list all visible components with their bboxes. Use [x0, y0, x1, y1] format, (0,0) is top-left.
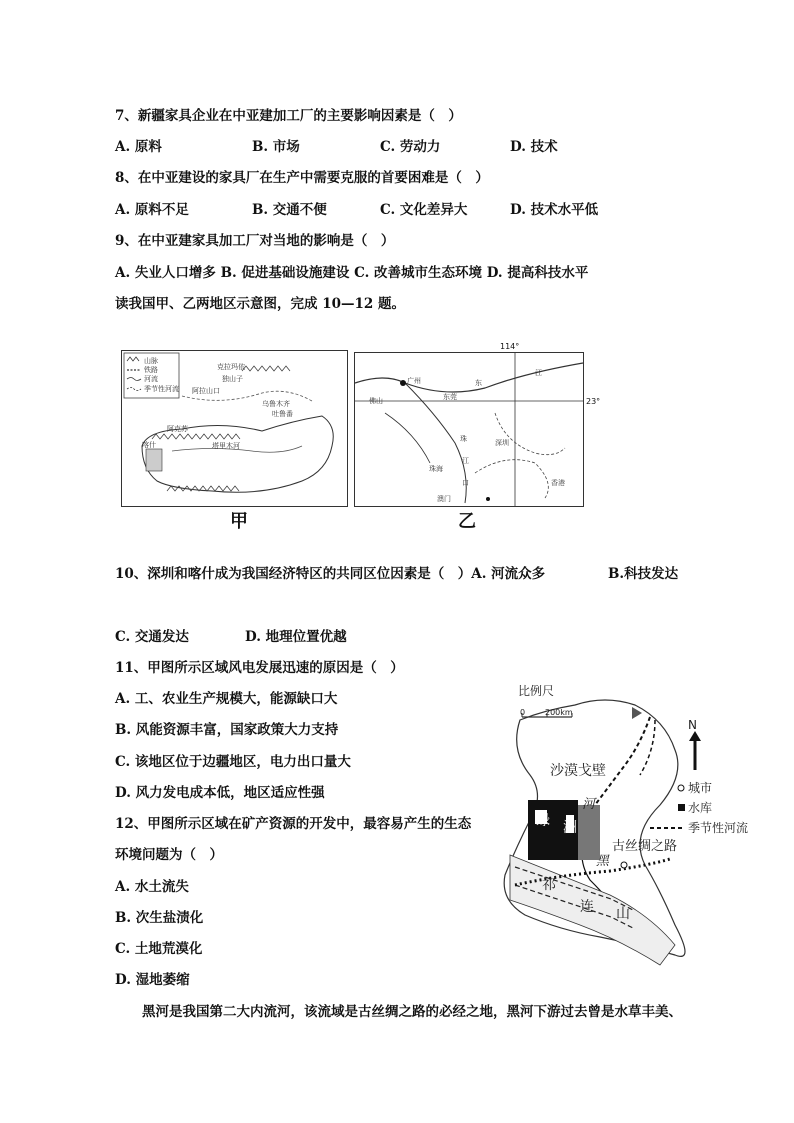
- question-7-option-d: D. 技术: [510, 139, 558, 155]
- question-12-stem-line2: 环境问题为（ ）: [115, 847, 223, 863]
- place-urumqi: 乌鲁木齐: [262, 400, 290, 408]
- question-11-option-b: B. 风能资源丰富，国家政策大力支持: [115, 722, 339, 738]
- question-10-option-b: B.科技发达: [608, 566, 679, 582]
- legend-city: 城市: [688, 781, 713, 795]
- heihe-river-hei: 黑: [596, 854, 610, 869]
- legend-railway: 铁路: [144, 366, 158, 374]
- place-guangzhou: 广州: [407, 377, 421, 385]
- place-turpan: 吐鲁番: [272, 410, 293, 418]
- place-shenzhen: 深圳: [495, 439, 509, 447]
- heihe-map-drawing: [500, 675, 770, 980]
- place-jiang: 江: [462, 457, 469, 465]
- place-kou: 口: [462, 479, 469, 487]
- yi-longitude-label: 114°: [500, 342, 520, 351]
- question-10-stem: 10、深圳和喀什成为我国经济特区的共同区位因素是（ ）A. 河流众多: [115, 566, 546, 582]
- heihe-scale-zero: 0: [520, 708, 526, 717]
- question-10-option-c: C. 交通发达: [115, 629, 189, 645]
- heihe-mountain-shan: 山: [616, 906, 630, 922]
- heihe-mountain-lian: 连: [580, 899, 594, 915]
- question-7-option-c: C. 劳动力: [380, 139, 441, 155]
- legend-river: 河流: [144, 375, 158, 383]
- place-kashgar: 喀什: [142, 441, 156, 449]
- question-12-stem-line1: 12、甲图所示区域在矿产资源的开发中，最容易产生的生态: [115, 816, 472, 832]
- map-jia: [121, 350, 348, 507]
- map-jia-drawing: [122, 351, 347, 506]
- question-12-option-d: D. 湿地萎缩: [115, 972, 190, 988]
- place-aksu: 阿克苏: [167, 425, 188, 433]
- place-foshan: 佛山: [369, 397, 383, 405]
- final-paragraph: 黑河是我国第二大内流河，该流域是古丝绸之路的必经之地，黑河下游过去曾是水草丰美、: [142, 1004, 682, 1020]
- place-alashankou: 阿拉山口: [192, 387, 220, 395]
- place-hongkong: 香港: [551, 479, 565, 487]
- place-macau: 澳门: [437, 495, 451, 503]
- question-12-option-a: A. 水土流失: [115, 879, 189, 895]
- question-12-option-b: B. 次生盐渍化: [115, 910, 204, 926]
- heihe-oasis-zhou: 洲: [563, 820, 577, 836]
- place-zhuhai: 珠海: [429, 465, 443, 473]
- heihe-desert: 沙漠戈壁: [550, 763, 606, 779]
- question-8-option-b: B. 交通不便: [252, 202, 327, 218]
- yi-latitude-label: 23°: [586, 397, 601, 406]
- question-7-option-b: B. 市场: [252, 139, 300, 155]
- question-10-option-d: D. 地理位置优越: [245, 629, 347, 645]
- question-11-stem: 11、甲图所示区域风电发展迅速的原因是（ ）: [115, 660, 404, 676]
- legend-reservoir: 水库: [688, 801, 713, 815]
- question-9-stem: 9、在中亚建家具加工厂对当地的影响是（ ）: [115, 233, 395, 249]
- north-arrow-label: N: [688, 718, 697, 732]
- map-yi-drawing: [355, 353, 583, 506]
- question-11-option-a: A. 工、农业生产规模大，能源缺口大: [115, 691, 338, 707]
- question-7-stem: 7、新疆家具企业在中亚建加工厂的主要影响因素是（ ）: [115, 108, 462, 124]
- place-dong: 东: [475, 379, 482, 387]
- map-jia-caption: 甲: [230, 511, 248, 532]
- question-9-options: A. 失业人口增多 B. 促进基础设施建设 C. 改善城市生态环境 D. 提高科技水平: [115, 265, 589, 281]
- legend-seasonal-river: 季节性河流: [144, 385, 179, 393]
- heihe-map: [500, 675, 770, 980]
- question-12-option-c: C. 土地荒漠化: [115, 941, 203, 957]
- intro-10-12: 读我国甲、乙两地区示意图，完成 10—12 题。: [115, 296, 405, 312]
- place-dushanzi: 独山子: [222, 375, 243, 383]
- question-7-option-a: A. 原料: [115, 139, 162, 155]
- place-dongguan: 东莞: [443, 393, 457, 401]
- heihe-oasis-lv: 绿: [536, 813, 550, 829]
- question-8-option-d: D. 技术水平低: [510, 202, 599, 218]
- place-tarim-river: 塔里木河: [212, 442, 240, 450]
- question-11-option-c: C. 该地区位于边疆地区，电力出口量大: [115, 754, 351, 770]
- heihe-silk-road: 古丝绸之路: [612, 839, 678, 854]
- map-yi: [354, 352, 584, 507]
- map-yi-caption: 乙: [458, 511, 476, 532]
- legend-mountain: 山脉: [144, 357, 158, 365]
- legend-seasonal: 季节性河流: [688, 821, 749, 835]
- place-zhu: 珠: [460, 435, 467, 443]
- question-8-option-a: A. 原料不足: [115, 202, 189, 218]
- place-jiang-east: 江: [535, 369, 542, 377]
- heihe-scale-value: 200km: [545, 708, 573, 717]
- place-karamay: 克拉玛依: [217, 363, 245, 371]
- question-8-option-c: C. 文化差异大: [380, 202, 468, 218]
- question-11-option-d: D. 风力发电成本低，地区适应性强: [115, 785, 325, 801]
- heihe-scale-title: 比例尺: [518, 684, 555, 698]
- heihe-mountain-qi: 祁: [542, 877, 556, 893]
- heihe-river-he: 河: [582, 797, 596, 812]
- question-8-stem: 8、在中亚建设的家具厂在生产中需要克服的首要困难是（ ）: [115, 170, 489, 186]
